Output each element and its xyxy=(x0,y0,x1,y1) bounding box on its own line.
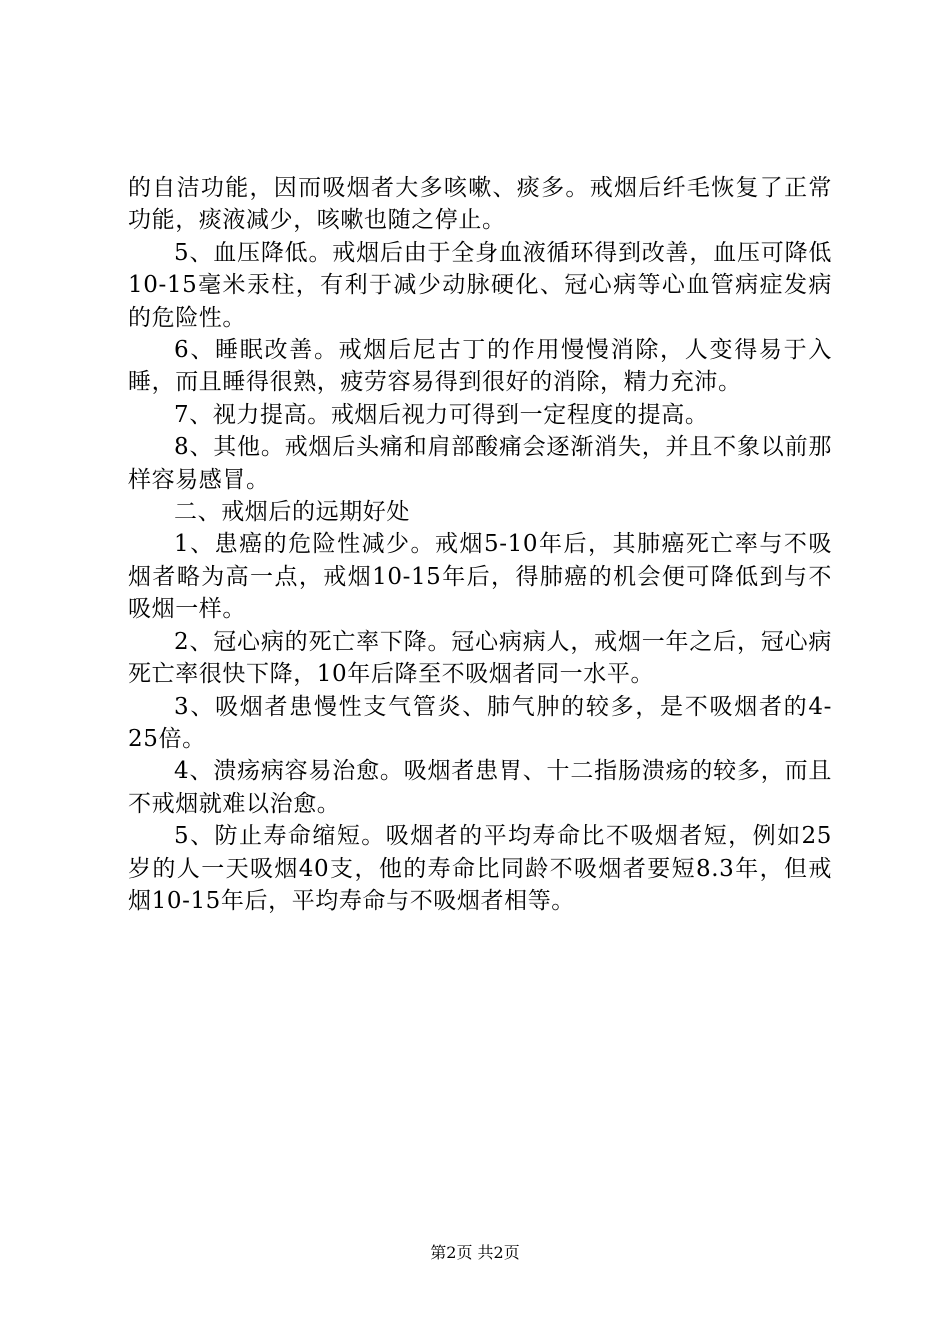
paragraph-heart-disease: 2、冠心病的死亡率下降。冠心病病人，戒烟一年之后，冠心病死亡率很快下降，10年后降至不吸烟者同一水平。 xyxy=(128,628,832,688)
section-heading-long-term: 二、戒烟后的远期好处 xyxy=(174,499,410,526)
paragraph-lifespan: 5、防止寿命缩短。吸烟者的平均寿命比不吸烟者短，例如25岁的人一天吸烟40支，他的寿命比同龄不吸烟者要短8.3年，但戒烟10-15年后，平均寿命与不吸烟者相等。 xyxy=(128,823,832,914)
paragraph-bronchitis: 3、吸烟者患慢性支气管炎、肺气肿的较多，是不吸烟者的4-25倍。 xyxy=(128,693,832,752)
paragraph-sleep: 6、睡眠改善。戒烟后尼古丁的作用慢慢消除，人变得易于入睡，而且睡得很熟，疲劳容易得到很好的消除，精力充沛。 xyxy=(128,337,832,396)
paragraph-other: 8、其他。戒烟后头痛和肩部酸痛会逐渐消失，并且不象以前那样容易感冒。 xyxy=(128,434,832,493)
page-footer xyxy=(0,1243,950,1263)
paragraph-vision: 7、视力提高。戒烟后视力可得到一定程度的提高。 xyxy=(174,401,709,428)
paragraph-cancer-risk: 1、患癌的危险性减少。戒烟5-10年后，其肺癌死亡率与不吸烟者略为高一点，戒烟10-15年后，得肺癌的机会便可降低到与不吸烟一样。 xyxy=(128,531,832,623)
paragraph-ulcer: 4、溃疡病容易治愈。吸烟者患胃、十二指肠溃疡的较多，而且不戒烟就难以治愈。 xyxy=(128,758,832,817)
paragraph-continuation: 的自洁功能，因而吸烟者大多咳嗽、痰多。戒烟后纤毛恢复了正常功能，痰液减少，咳嗽也随之停止。 xyxy=(128,175,832,234)
page-number-label: 第2页 共2页 xyxy=(430,1243,520,1262)
paragraph-blood-pressure: 5、血压降低。戒烟后由于全身血液循环得到改善，血压可降低10-15毫米汞柱，有利于减少动脉硬化、冠心病等心血管病症发病的危险性。 xyxy=(128,239,832,331)
document-body xyxy=(128,172,832,917)
